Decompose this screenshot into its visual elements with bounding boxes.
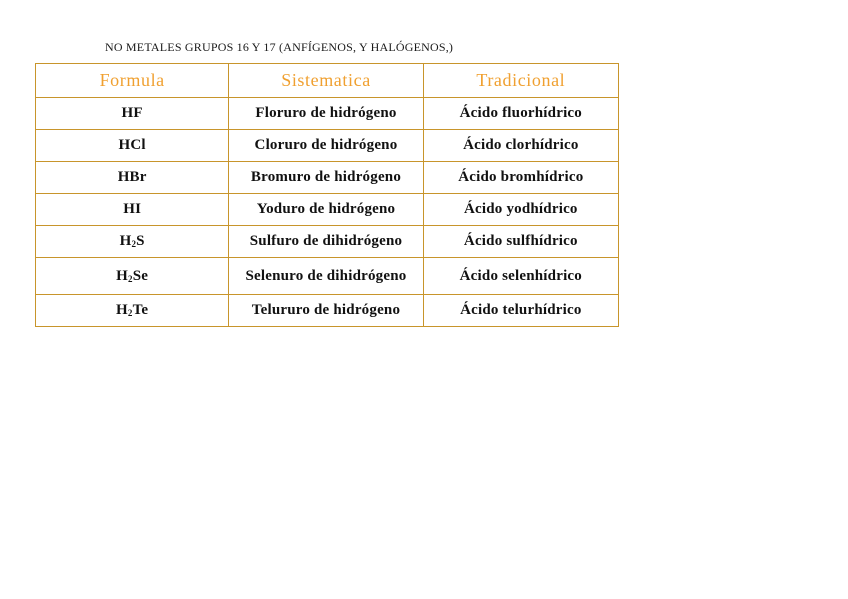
formula-subscript: 2 bbox=[131, 239, 137, 249]
formula-tail: S bbox=[136, 233, 145, 249]
table-row bbox=[36, 194, 619, 226]
sistematica-cell: Selenuro de dihidrógeno bbox=[229, 258, 423, 295]
formula-subscript: 2 bbox=[127, 308, 133, 318]
sistematica-cell: Floruro de hidrógeno bbox=[229, 98, 423, 130]
table-header-row bbox=[36, 64, 619, 98]
sistematica-cell: Sulfuro de dihidrógeno bbox=[229, 226, 423, 258]
formula-base: HF bbox=[121, 105, 143, 121]
table-row bbox=[36, 226, 619, 258]
tradicional-cell: Ácido telurhídrico bbox=[423, 295, 618, 327]
table-row bbox=[36, 258, 619, 295]
formula-tail: Se bbox=[132, 267, 149, 284]
formula-cell bbox=[36, 162, 229, 194]
formula-cell bbox=[36, 98, 229, 130]
formula-base: H bbox=[116, 302, 128, 318]
header-sistematica: Sistematica bbox=[229, 64, 423, 98]
formula-base: HCl bbox=[118, 137, 146, 153]
table-row bbox=[36, 130, 619, 162]
sistematica-cell: Cloruro de hidrógeno bbox=[229, 130, 423, 162]
formula-subscript: 2 bbox=[128, 273, 133, 284]
tradicional-cell: Ácido yodhídrico bbox=[423, 194, 618, 226]
formula-cell bbox=[36, 226, 229, 258]
formula-cell bbox=[36, 295, 229, 327]
sistematica-cell: Yoduro de hidrógeno bbox=[229, 194, 423, 226]
tradicional-cell: Ácido sulfhídrico bbox=[423, 226, 618, 258]
sistematica-cell: Bromuro de hidrógeno bbox=[229, 162, 423, 194]
tradicional-cell: Ácido clorhídrico bbox=[423, 130, 618, 162]
header-formula: Formula bbox=[36, 64, 229, 98]
nomenclature-table bbox=[35, 63, 619, 327]
header-tradicional: Tradicional bbox=[423, 64, 618, 98]
tradicional-cell: Ácido fluorhídrico bbox=[423, 98, 618, 130]
table-row bbox=[36, 295, 619, 327]
formula-base: H bbox=[116, 267, 129, 284]
sistematica-cell: Telururo de hidrógeno bbox=[229, 295, 423, 327]
formula-base: H bbox=[119, 233, 132, 249]
formula-cell bbox=[36, 258, 229, 295]
tradicional-cell: Ácido selenhídrico bbox=[423, 258, 618, 295]
formula-base: HI bbox=[123, 201, 142, 217]
page-title: NO METALES GRUPOS 16 Y 17 (ANFÍGENOS, Y HALÓGENOS,) bbox=[105, 40, 454, 54]
table-row bbox=[36, 98, 619, 130]
tradicional-cell: Ácido bromhídrico bbox=[423, 162, 618, 194]
formula-base: HBr bbox=[117, 169, 147, 185]
formula-cell bbox=[36, 194, 229, 226]
formula-tail: Te bbox=[132, 302, 149, 318]
formula-cell bbox=[36, 130, 229, 162]
table-row bbox=[36, 162, 619, 194]
